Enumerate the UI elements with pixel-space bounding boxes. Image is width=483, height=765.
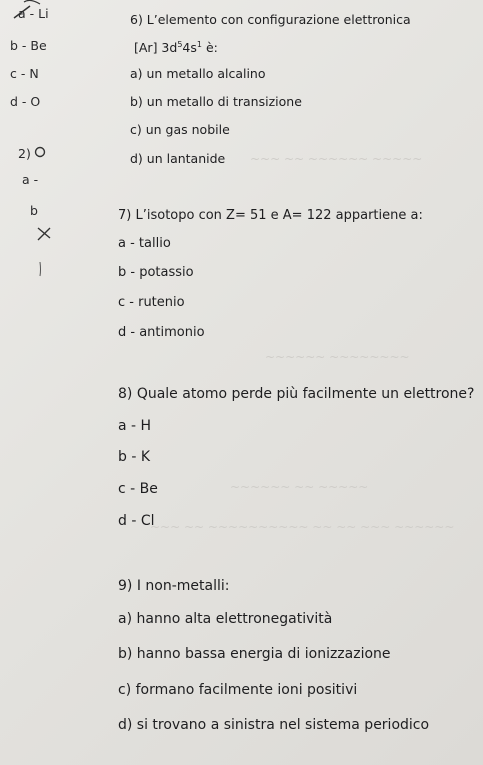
question-9-option-c: c) formano facilmente ioni positivi bbox=[118, 682, 358, 698]
left-option-a: a - Li bbox=[18, 6, 49, 21]
question-8-option-b: b - K bbox=[118, 449, 151, 465]
left-option-c: c - N bbox=[10, 66, 39, 81]
question-9-option-d: d) si trovano a sinistra nel sistema periodico bbox=[118, 717, 430, 733]
question-8-option-d: d - Cl bbox=[118, 513, 155, 529]
left-option-a2: a - bbox=[22, 172, 39, 187]
question-8-title: 8) Quale atomo perde più facilmente un elettrone? bbox=[118, 386, 475, 402]
left-option-b2: b bbox=[30, 203, 38, 218]
question-7-option-b: b - potassio bbox=[118, 265, 194, 280]
question-9-title: 9) I non-metalli: bbox=[118, 578, 230, 594]
question-9-option-a: a) hanno alta elettronegatività bbox=[118, 611, 333, 627]
show-through-text: ~~~~~~ ~~ ~~~~~ bbox=[230, 480, 369, 494]
question-6-option-b: b) un metallo di transizione bbox=[130, 94, 302, 109]
left-question-2: 2) bbox=[18, 146, 31, 161]
question-8-option-c: c - Be bbox=[118, 481, 158, 497]
question-9-option-b: b) hanno bassa energia di ionizzazione bbox=[118, 646, 391, 662]
question-7-option-a: a - tallio bbox=[118, 236, 171, 251]
question-6-option-c: c) un gas nobile bbox=[130, 122, 230, 137]
question-6-configuration: [Ar] $3d^54s^1$ è: bbox=[134, 40, 218, 56]
question-7-option-c: c - rutenio bbox=[118, 295, 185, 310]
show-through-text: ~~~~~~ ~~~~~~~~ bbox=[265, 350, 410, 364]
show-through-text: ~~~ ~~ ~~~~~~ ~~~~~ bbox=[250, 152, 423, 166]
left-option-d: d - O bbox=[10, 94, 41, 109]
question-7-title: 7) L’isotopo con Z= 51 e A= 122 appartiene a: bbox=[118, 208, 423, 223]
question-6-option-a: a) un metallo alcalino bbox=[130, 66, 266, 81]
question-7-option-d: d - antimonio bbox=[118, 325, 205, 340]
left-option-b: b - Be bbox=[10, 38, 47, 53]
question-8-option-a: a - H bbox=[118, 418, 152, 434]
question-6-title: 6) L’elemento con configurazione elettronica bbox=[130, 12, 411, 27]
question-6-option-d: d) un lantanide bbox=[130, 151, 226, 166]
show-through-text: ~~~ ~~ ~~~~~~~~~~ ~~ ~~ ~~~ ~~~~~~ bbox=[150, 520, 455, 534]
